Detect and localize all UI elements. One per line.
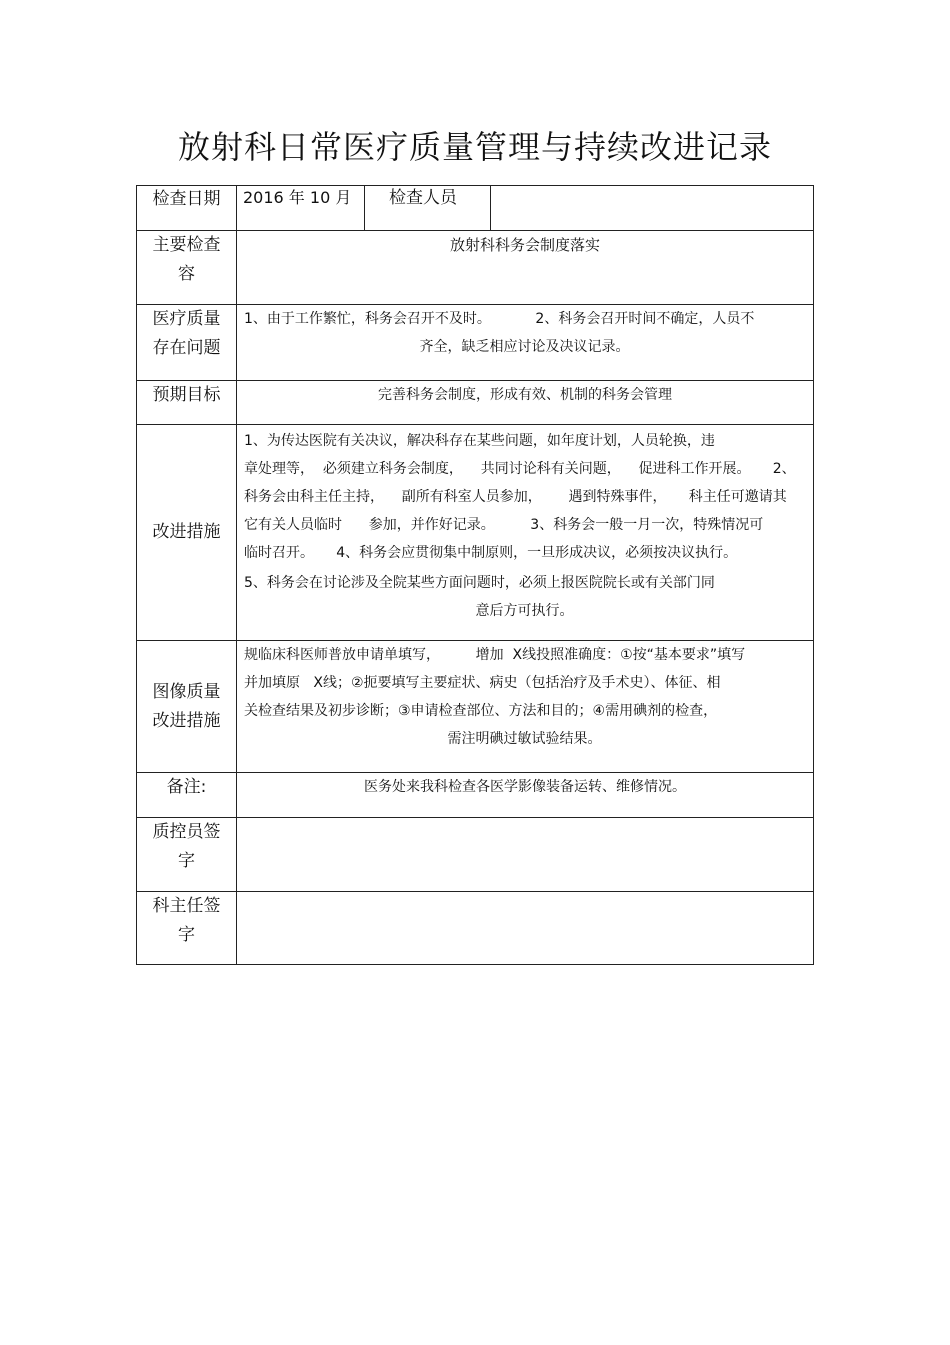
row-label: 图像质量 改进措施 [137,641,237,772]
row-label: 预期目标 [137,381,237,424]
main-content-row [136,230,814,304]
row-text: 科务会由科主任主持， 副所有科室人员参加， 遇到特殊事件， 科主任可邀请其 [244,489,787,505]
row-text: 临时召开。 4、科务会应贯彻集中制原则，一旦形成决议，必须按决议执行。 [244,545,738,561]
goal-row [136,380,814,424]
row-text: 1、为传达医院有关决议，解决科存在某些问题，如年度计划，人员轮换，违 [244,433,715,449]
row-label: 科主任签 字 [137,892,237,964]
inspector-label: 检查人员 [389,188,457,208]
row-text: 规临床科医师普放申请单填写， 增加 X线投照准确度：①按“基本要求”填写 [244,647,746,663]
director-signature-field[interactable] [237,892,813,964]
row-text: 意后方可执行。 [475,603,574,619]
measures-row [136,424,814,640]
record-table [136,185,814,965]
qc-signature-row [136,817,814,891]
row-label: 质控员签 字 [137,818,237,891]
cell-divider [490,186,491,230]
problems-row [136,304,814,380]
page-title: 放射科日常医疗质量管理与持续改进记录 [177,128,772,166]
qc-signature-field[interactable] [237,818,813,891]
row-text: 放射科科务会制度落实 [449,236,600,254]
row-label: 备注: [137,773,237,817]
header-row [136,185,814,230]
date-value: 2016 年 10 月 [243,188,352,207]
director-signature-row [136,891,814,965]
row-text: 完善科务会制度，形成有效、机制的科务会管理 [378,387,672,403]
row-text: 需注明碘过敏试验结果。 [447,731,602,747]
row-text: 关检查结果及初步诊断；③申请检查部位、方法和目的；④需用碘剂的检查， [244,703,718,719]
remarks-row [136,772,814,817]
cell-divider [364,186,365,230]
image-quality-row [136,640,814,772]
row-text: 章处理等， 必须建立科务会制度， 共同讨论科有关问题， 促进科工作开展。 2、 [244,461,796,477]
row-text: 齐全，缺乏相应讨论及决议记录。 [419,339,630,355]
row-text: 5、科务会在讨论涉及全院某些方面问题时，必须上报医院院长或有关部门同 [244,575,715,591]
row-label: 改进措施 [152,522,221,542]
row-text: 它有关人员临时 参加，并作好记录。 3、科务会一般一月一次，特殊情况可 [244,517,764,533]
row-text: 医务处来我科检查各医学影像装备运转、维修情况。 [364,779,686,795]
row-text: 1、由于工作繁忙，科务会召开不及时。 2、科务会召开时间不确定，人员不 [244,311,755,327]
date-label: 检查日期 [137,186,237,230]
row-text: 并加填原 X线；②扼要填写主要症状、病史（包括治疗及手术史）、体征、相 [244,675,721,691]
row-label: 主要检查 容 [137,231,237,304]
row-label: 医疗质量 存在问题 [137,305,237,380]
